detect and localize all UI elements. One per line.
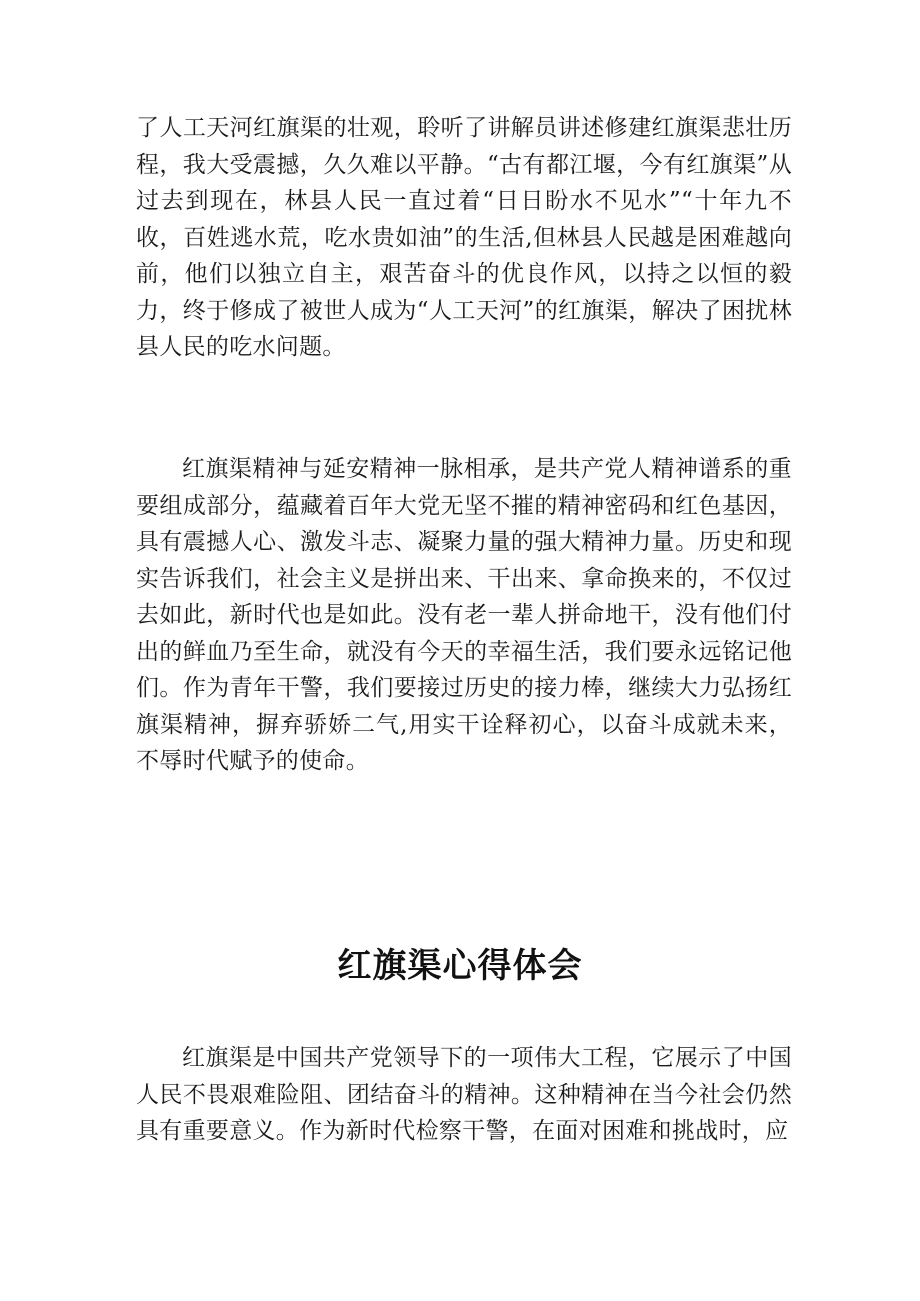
- section-title: 红旗渠心得体会: [337, 946, 583, 986]
- paragraph-intro: 红旗渠是中国共产党领导下的一项伟大工程，它展示了中国人民不畏艰难险阻、团结奋斗的精神。这种精神在当今社会仍然具有重要意义。作为新时代检察干警，在面对困难和挑战时，应: [136, 1045, 792, 1144]
- paragraph-spirit: 红旗渠精神与延安精神一脉相承，是共产党人精神谱系的重要组成部分，蕴藏着百年大党无坚不摧的精神密码和红色基因，具有震撼人心、激发斗志、凝聚力量的强大精神力量。历史和现实告诉我们，社会主义是拼出来、干出来、拿命换来的，不仅过去如此，新时代也是如此。没有老一辈人拼命地干，没有他们付出的鲜血乃至生命，就没有今天的幸福生活，我们要永远铭记他们。作为青年干警，我们要接过历史的接力棒，继续大力弘扬红旗渠精神，摒弃骄娇二气,用实干诠释初心，以奋斗成就未来，不辱时代赋予的使命。: [136, 456, 792, 774]
- paragraph-continued: 了人工天河红旗渠的壮观，聆听了讲解员讲述修建红旗渠悲壮历程，我大受震撼，久久难以平静。“古有都江堰，今有红旗渠”从过去到现在，林县人民一直过着“日日盼水不见水”“十年九不收，百姓逃水荒，吃水贵如油”的生活,但林县人民越是困难越向前，他们以独立自主，艰苦奋斗的优良作风，以持之以恒的毅力，终于修成了被世人成为“人工天河”的红旗渠，解决了困扰林县人民的吃水问题。: [136, 115, 792, 360]
